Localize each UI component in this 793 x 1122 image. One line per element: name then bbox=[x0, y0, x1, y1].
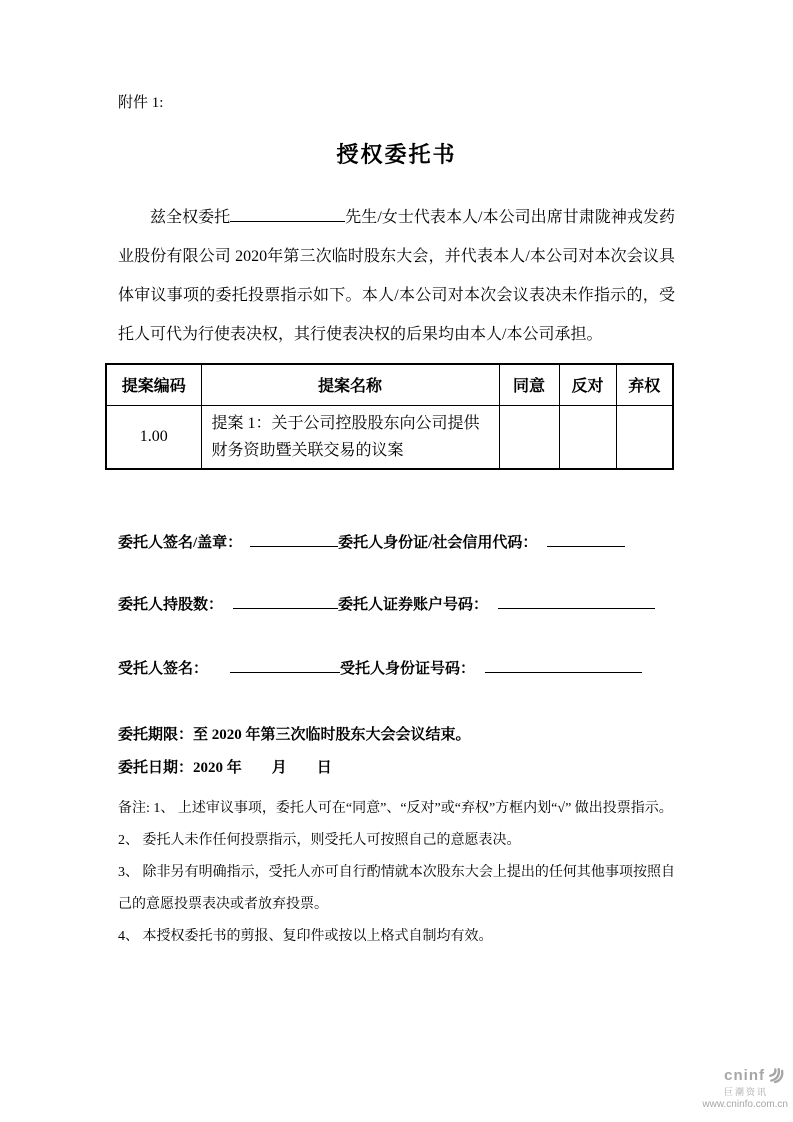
cninfo-site-name: 巨潮资讯 bbox=[723, 1087, 768, 1097]
principal-signature-blank-field bbox=[250, 532, 338, 547]
proposal-vote-table bbox=[105, 363, 674, 470]
trustee-name-blank-field bbox=[230, 207, 345, 222]
column-header-abstain: 弃权 bbox=[616, 364, 673, 405]
note-item-2: 2、 委托人未作任何投票指示，则受托人可按照自己的意愿表决。 bbox=[118, 832, 521, 848]
principal-signature-label: 委托人签名/盖章： bbox=[118, 534, 243, 551]
note-item-3: 3、 除非另有明确指示，受托人亦可自行酌情就本次股东大会上提出的任何其他事项按照自己的意愿投票表决或者放弃投票。 bbox=[118, 864, 675, 912]
cninfo-watermark bbox=[702, 1066, 788, 1110]
cninfo-swirl-icon bbox=[767, 1066, 786, 1084]
principal-shares-blank-field bbox=[233, 594, 338, 609]
proposal-code-cell: 1.00 bbox=[106, 405, 201, 469]
paragraph-after-blank: 先生/女士代表本人/本公司出席甘肃陇神戎发药业股份有限公司 2020年第三次临时股东大会，并代表本人/本公司对本次会议具体审议事项的委托投票指示如下。本人/本公司对本次会议表决未作指示的，受托人可代为行使表决权，其行使表决权的后果均由本人/本公司承担。 bbox=[118, 209, 675, 343]
cninfo-logo-text: cninf bbox=[724, 1066, 765, 1084]
proxy-signature-row bbox=[118, 658, 675, 680]
column-header-against: 反对 bbox=[559, 364, 616, 405]
column-header-agree: 同意 bbox=[499, 364, 559, 405]
note-item-1: 备注: 1、 上述审议事项，委托人可在“同意”、“反对”或“弃权”方框内划“√” 做出投票指示。 bbox=[118, 800, 673, 816]
attachment-label: 附件 1: bbox=[118, 95, 164, 111]
note-item-4: 4、 本授权委托书的剪报、复印件或按以上格式自制均有效。 bbox=[118, 928, 493, 944]
proxy-signature-label: 受托人签名： bbox=[118, 660, 209, 677]
proxy-signature-blank-field bbox=[230, 658, 340, 673]
column-header-proposal-name: 提案名称 bbox=[201, 364, 499, 405]
against-vote-cell bbox=[559, 405, 616, 469]
proxy-id-blank-field bbox=[485, 658, 642, 673]
table-header-row bbox=[106, 364, 673, 405]
principal-shares-label: 委托人持股数： bbox=[118, 596, 224, 613]
document-content bbox=[118, 0, 675, 953]
delegation-date-line: 委托日期：2020 年 月 日 bbox=[118, 759, 332, 776]
agree-vote-cell bbox=[499, 405, 559, 469]
principal-account-label: 委托人证券账户号码： bbox=[338, 596, 489, 613]
principal-account-blank-field bbox=[498, 594, 655, 609]
table-row bbox=[106, 405, 673, 469]
page-title: 授权委托书 bbox=[336, 142, 457, 167]
principal-id-blank-field bbox=[547, 532, 625, 547]
principal-signature-row bbox=[118, 532, 675, 554]
notes-section bbox=[118, 793, 675, 953]
column-header-proposal-code: 提案编码 bbox=[106, 364, 201, 405]
paragraph-before-blank: 兹全权委托 bbox=[150, 209, 231, 226]
delegation-duration-line: 委托期限：至 2020 年第三次临时股东大会会议结束。 bbox=[118, 726, 471, 743]
proposal-name-cell: 提案 1：关于公司控股股东向公司提供财务资助暨关联交易的议案 bbox=[201, 405, 499, 469]
cninfo-site-url: www.cninfo.com.cn bbox=[702, 1099, 788, 1110]
proxy-id-label: 受托人身份证号码： bbox=[340, 660, 476, 677]
cninfo-logo bbox=[724, 1066, 786, 1084]
abstain-vote-cell bbox=[616, 405, 673, 469]
principal-shares-row bbox=[118, 594, 675, 616]
principal-id-label: 委托人身份证/社会信用代码： bbox=[338, 534, 538, 551]
body-paragraph bbox=[118, 198, 675, 354]
